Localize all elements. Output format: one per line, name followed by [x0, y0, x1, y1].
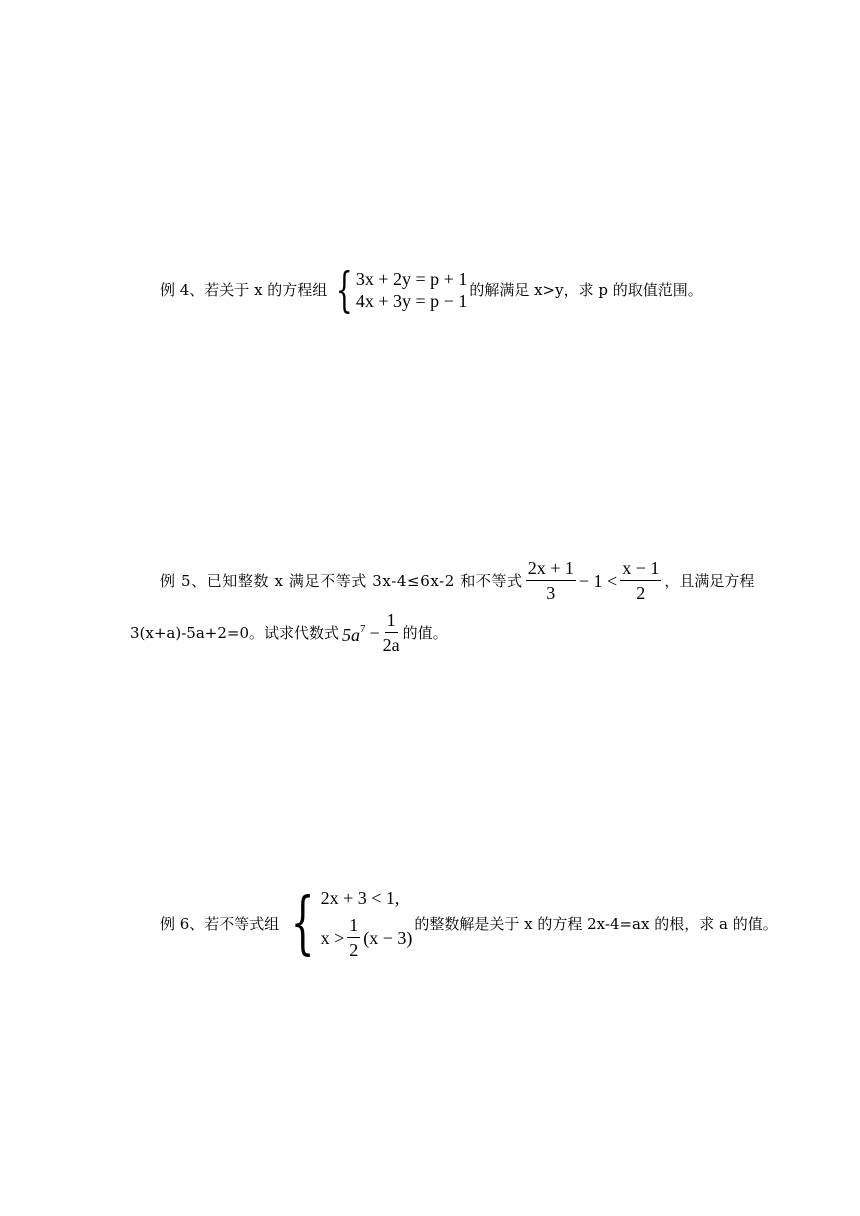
expression-minus: −	[369, 622, 380, 643]
example-6-label: 例 6、若不等式组	[160, 914, 280, 933]
example-4-tail: 的解满足 x>y，求 p 的取值范围。	[469, 281, 703, 299]
left-brace-icon: {	[291, 883, 315, 963]
equation-1: 3x + 2y = p + 1	[355, 269, 468, 289]
inequality-system	[281, 883, 413, 963]
example-6-tail: 的整数解是关于 x 的方程 2x-4=ax 的根，求 a 的值。	[414, 914, 778, 933]
example-5-line-2-tail: 的值。	[402, 623, 448, 642]
fraction-2: $\frac{x - 1}{2}$	[622, 558, 660, 603]
equation-2: 4x + 3y = p − 1	[355, 291, 468, 311]
example-5-line-1	[160, 558, 754, 603]
example-5-line-2-start: 3(x+a)-5a+2=0。试求代数式	[130, 623, 339, 642]
example-4	[160, 262, 703, 318]
example-5-label: 例 5、已知整数 x 满足不等式 3x-4≤6x-2 和不等式	[160, 571, 523, 590]
inequality-1: 2x + 3 < 1,	[320, 888, 400, 908]
left-brace-icon: {	[336, 262, 353, 318]
inequality-2: x > $\frac{1}{2}$ (x − 3)	[320, 915, 413, 960]
example-5-line-2	[130, 610, 448, 655]
inequality-middle: − 1 <	[578, 570, 618, 591]
example-4-label: 例 4、若关于 x 的方程组	[160, 281, 328, 299]
fraction-1: $\frac{2x + 1}{3}$	[527, 558, 574, 603]
fraction-half: $\frac{1}{2}$	[349, 915, 359, 960]
example-6	[160, 883, 778, 963]
example-5-tail: ，且满足方程	[664, 571, 755, 590]
fraction-3: $\frac{1}{2a}$	[382, 610, 400, 655]
expression-base: $5a^7$	[342, 622, 366, 645]
equation-system	[329, 262, 468, 318]
